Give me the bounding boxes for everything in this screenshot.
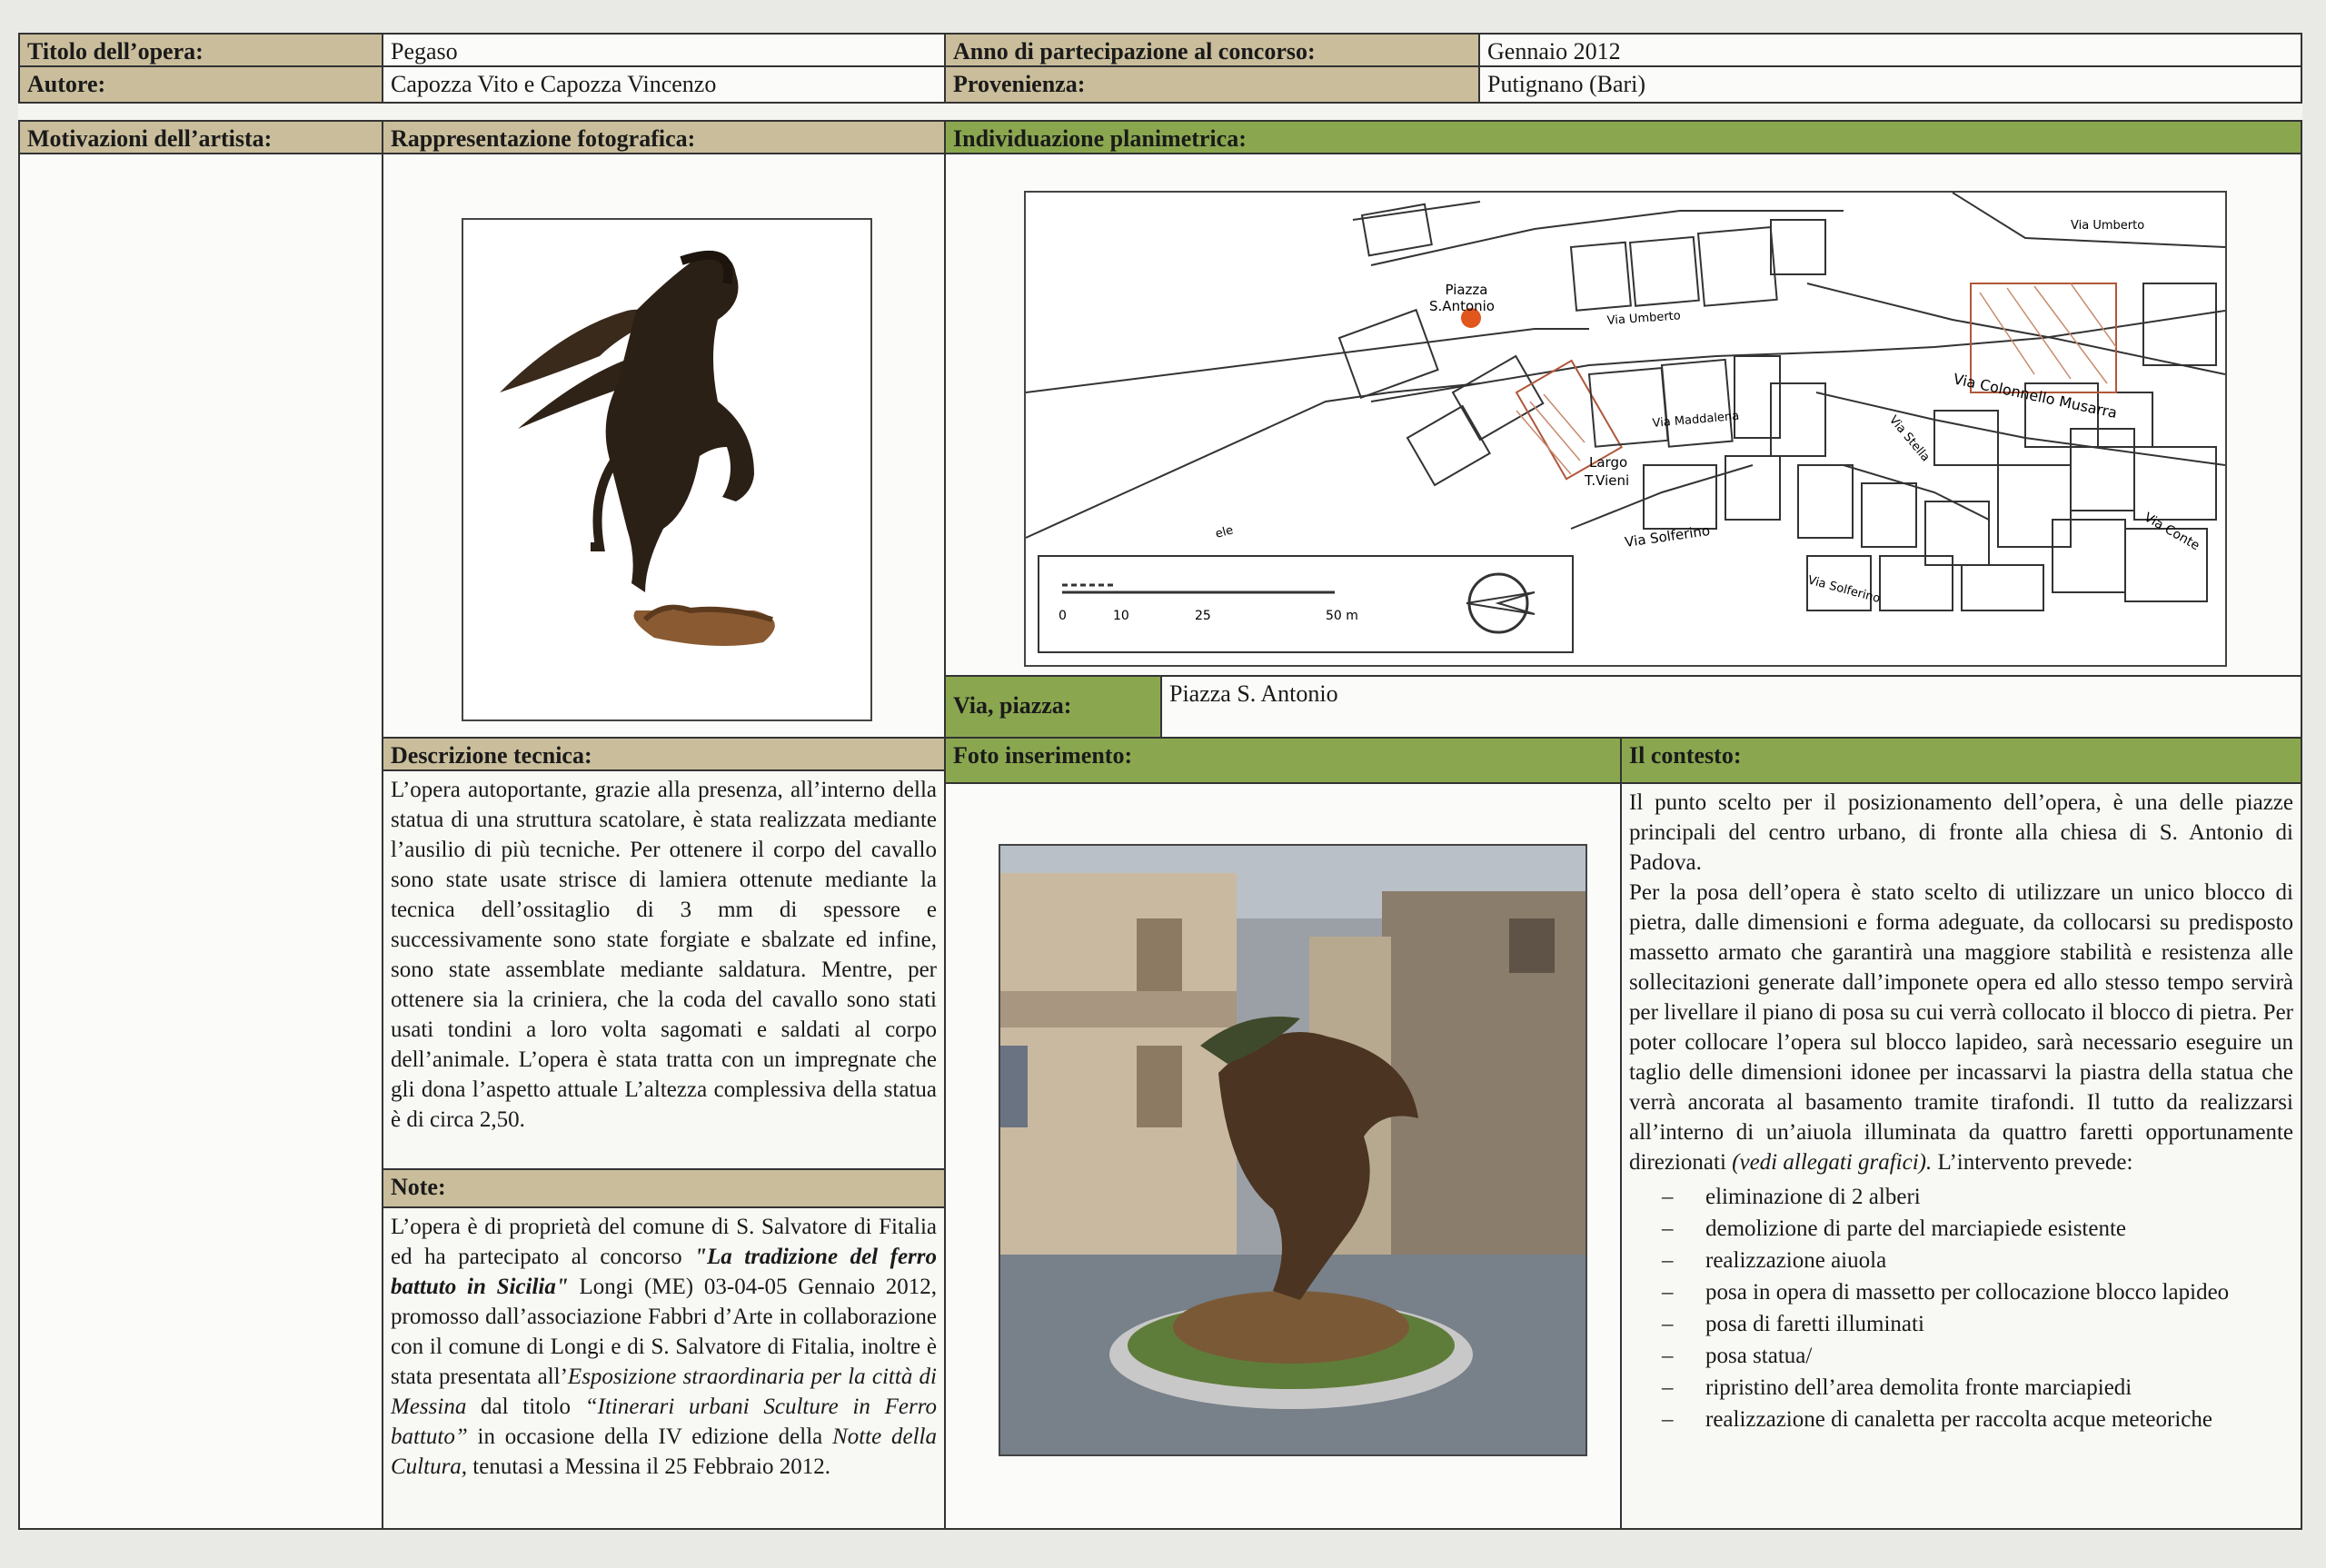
foto-label: Foto inserimento: xyxy=(944,737,1640,784)
rappresentazione-body xyxy=(382,153,946,770)
foto-body xyxy=(944,782,1640,1530)
autore-value: Capozza Vito e Capozza Vincenzo xyxy=(382,65,946,104)
descrizione-body xyxy=(382,769,946,1175)
list-item: – posa in opera di massetto per collocazione blocco lapideo xyxy=(1662,1276,2293,1308)
list-item: – realizzazione aiuola xyxy=(1662,1245,2293,1276)
scale-25: 25 xyxy=(1195,609,1211,623)
via-value: Piazza S. Antonio xyxy=(1160,675,2302,739)
map-label-tvieni: T.Vieni xyxy=(1585,472,1630,489)
note-label: Note: xyxy=(382,1168,946,1208)
note-text: L’opera è di proprietà del comune di S. Salvatore di Fitalia ed ha partecipato al concorso "La tradizione del ferro battuto in Sicilia" Longi (ME) 03-04-05 Gennaio 2012, promosso dall’associazione Fabbri d’Arte in collaborazione con il comune di Longi e di S. Salvatore di Fitalia, inoltre è stata presentata all’Esposizione straordinaria per la città di Messina dal titolo “Itinerari urbani Sculture in Ferro battuto” in occasione della IV edizione della Notte della Cultura, tenutasi a Messina il 25 Febbraio 2012. xyxy=(391,1215,938,1479)
list-item: – posa statua/ xyxy=(1662,1340,2293,1372)
map-label-via-solferino-2: Via Solferino xyxy=(1805,573,1882,607)
scale-50: 50 m xyxy=(1326,609,1358,623)
site-map xyxy=(1024,191,2227,667)
map-label-largo: Largo xyxy=(1589,454,1628,471)
list-item: – posa di faretti illuminati xyxy=(1662,1308,2293,1340)
map-label-santonio: S.Antonio xyxy=(1429,298,1495,314)
map-label-fragment: ele xyxy=(1214,523,1235,541)
map-label-via-umberto-2: Via Umberto xyxy=(2071,219,2145,233)
list-item: – demolizione di parte del marciapiede esistente xyxy=(1662,1213,2293,1245)
via-label: Via, piazza: xyxy=(944,675,1162,739)
scale-10: 10 xyxy=(1113,609,1129,623)
map-label-piazza: Piazza xyxy=(1445,282,1488,298)
contesto-body xyxy=(1620,782,2302,1530)
map-label-via-maddalena: Via Maddalena xyxy=(1652,409,1740,431)
map-label-via-conte: Via Conte xyxy=(2142,510,2202,554)
scale-0: 0 xyxy=(1059,609,1067,623)
contesto-p2: Per la posa dell’opera è stato scelto di utilizzare un unico blocco di pietra, dalle dimensioni e forma adeguate, da collocarsi su predisposto massetto armato che garantirà una maggiore stabilità e resistenza alle sollecitazioni generate dall’imponete opera ed allo stesso tempo servirà per livellare il piano di posa su cui verrà collocato il blocco di pietra. Per poter collocare l’opera sul blocco lapideo, sarà necessario eseguire un taglio delle dimensioni idonee per incassarvi la piastra della statua che verrà ancorata al basamento tramite tirafondi. Il tutto da realizzarsi all’interno di un’aiuola illuminata da quattro faretti opportunamente direzionati (vedi allegati grafici). L’intervento prevede: xyxy=(1629,880,2293,1175)
provenienza-label: Provenienza: xyxy=(944,65,1480,104)
contesto-p1: Il punto scelto per il posizionamento dell’opera, è una delle piazze principali del centro urbano, di fronte alla chiesa di S. Antonio di Padova. xyxy=(1629,790,2293,875)
map-label-via-umberto-1: Via Umberto xyxy=(1606,309,1682,328)
site-insertion-photo xyxy=(999,844,1587,1456)
individuazione-label: Individuazione planimetrica: xyxy=(944,120,2302,154)
intervento-list xyxy=(1629,1181,2293,1435)
map-panel xyxy=(944,153,2302,698)
list-item: – realizzazione di canaletta per raccolta acque meteoriche xyxy=(1662,1404,2293,1435)
anno-value: Gennaio 2012 xyxy=(1478,33,2302,67)
map-label-via-stella: Via Stella xyxy=(1885,412,1933,465)
titolo-value: Pegaso xyxy=(382,33,946,67)
note-body xyxy=(382,1206,946,1530)
descrizione-label: Descrizione tecnica: xyxy=(382,737,946,771)
list-item: – ripristino dell’area demolita fronte marciapiedi xyxy=(1662,1372,2293,1404)
contesto-label: Il contesto: xyxy=(1620,737,2302,784)
document-sheet xyxy=(18,33,2302,1530)
motivazioni-body xyxy=(18,153,383,1530)
descrizione-text: L’opera autoportante, grazie alla presenza, all’interno della statua di una struttura scatolare, è stata realizzata mediante l’ausilio di più tecniche. Per ottenere il corpo del cavallo sono state usate strisce di lamiera ottenute mediante la tecnica dell’ossitaglio di 3 mm di spessore e successivamente sono state forgiate e sbalzate ed infine, sono state assemblate mediante saldatura. Mentre, per ottenere sia la criniera, che la coda del cavallo sono stati usati tondini a loro volta sagomati e saldati al corpo dell’animale. L’opera è stata tratta con un impregnate che gli dona l’aspetto attuale L’altezza complessiva della statua è di circa 2,50. xyxy=(391,778,937,1132)
map-label-via-colonnello: Via Colonnello Musarra xyxy=(1952,370,2119,422)
rappresentazione-label: Rappresentazione fotografica: xyxy=(382,120,946,154)
anno-label: Anno di partecipazione al concorso: xyxy=(944,33,1480,67)
list-item: – eliminazione di 2 alberi xyxy=(1662,1181,2293,1213)
motivazioni-label: Motivazioni dell’artista: xyxy=(18,120,383,154)
map-label-via-solferino-1: Via Solferino xyxy=(1624,521,1712,551)
autore-label: Autore: xyxy=(18,65,383,104)
pegasus-photo xyxy=(462,218,872,721)
titolo-label: Titolo dell’opera: xyxy=(18,33,383,67)
provenienza-value: Putignano (Bari) xyxy=(1478,65,2302,104)
